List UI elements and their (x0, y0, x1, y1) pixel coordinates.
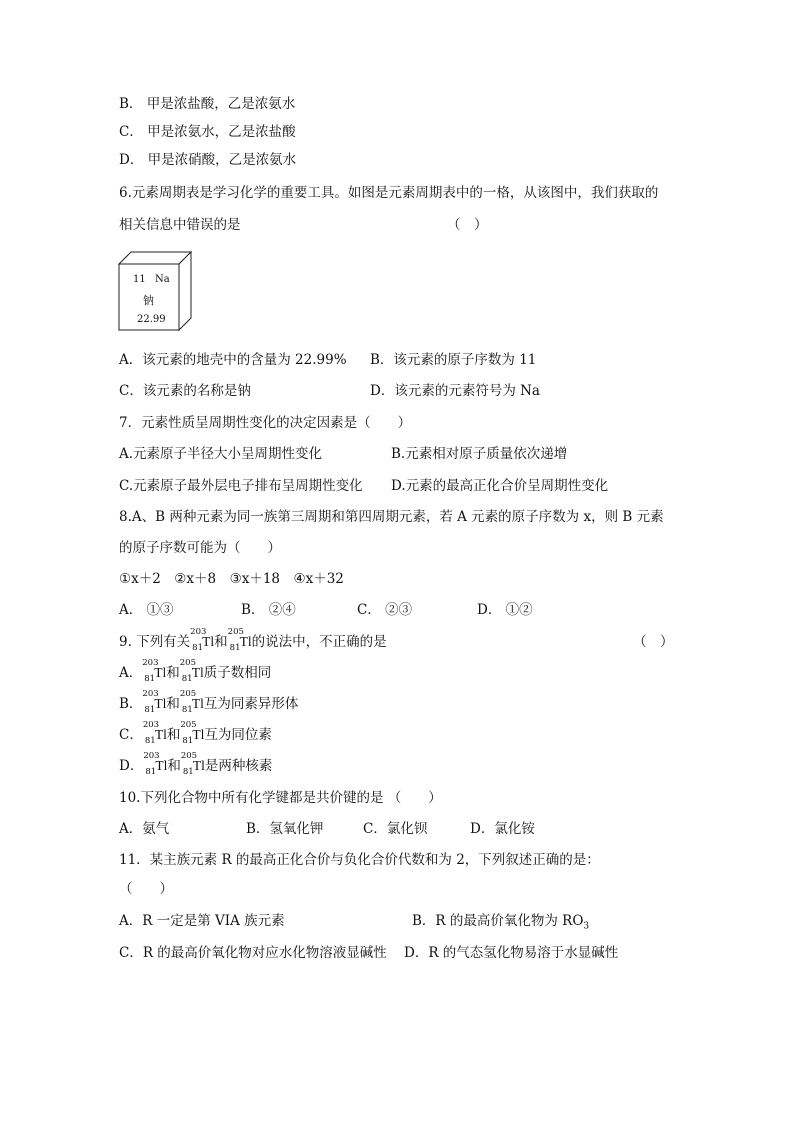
q10-option-d: D．氯化铵 (470, 821, 535, 837)
q10-option-b: B．氢氧化钾 (246, 821, 324, 837)
q10-stem: 10.下列化合物中所有化学键都是共价键的是 （ ） (119, 790, 442, 806)
q10-option-a: A．氨气 (119, 821, 170, 837)
q6-stem-line1: 6.元素周期表是学习化学的重要工具。如图是元素周期表中的一格，从该图中，我们获取的 (119, 185, 659, 201)
q9-and: 和 (214, 634, 228, 650)
q8-option-a: A． ①③ (119, 602, 174, 618)
q9-option-d: D． 203 81 Tl和 205 81 Tl是两种核素 (119, 751, 273, 777)
q11-stem-line1: 11．某主族元素 R 的最高正化合价与负化合价代数和为 2，下列叙述正确的是： (119, 852, 600, 868)
q11-stem-line2: （ ） (119, 881, 173, 897)
q8-option-b: B． ②④ (241, 602, 296, 618)
q11-option-b: B．R 的最高价氧化物为 $RO_3$ (412, 913, 590, 932)
q11-option-a: A．R 一定是第 VIA 族元素 (119, 913, 285, 929)
q9-option-b: B． 203 81 Tl和 205 81 Tl互为同素异形体 (119, 689, 299, 715)
q8-stem-line2: 的原子序数可能为（ ） (119, 540, 281, 556)
q8-option-d: D． ①② (477, 602, 533, 618)
q8-choices: ①x＋2 ②x＋8 ③x＋18 ④x＋32 (119, 571, 344, 587)
q6-answer-paren: （ ） (447, 217, 488, 233)
q11-option-c: C．R 的最高价氧化物对应水化物溶液显碱性 (119, 945, 387, 961)
q5-option-c: C． 甲是浓氨水，乙是浓盐酸 (119, 124, 296, 140)
tl-symbol: Tl (202, 634, 215, 649)
q6-option-a: A．该元素的地壳中的含量为 22.99% (119, 352, 347, 368)
q6-option-c: C．该元素的名称是钠 (119, 383, 251, 399)
atomic-number: 11 (133, 274, 146, 285)
element-symbol: Na (155, 274, 170, 285)
q5-option-b: B． 甲是浓盐酸，乙是浓氨水 (119, 96, 296, 112)
q7-option-d: D.元素的最高正化合价呈周期性变化 (391, 478, 609, 494)
atomic-mass: 22.99 (137, 314, 166, 325)
q6-option-d: D．该元素的元素符号为 Na (370, 383, 540, 399)
q7-stem: 7．元素性质呈周期性变化的决定因素是（ ） (119, 415, 412, 431)
periodic-table-cell (117, 250, 197, 340)
q10-option-c: C．氯化钡 (363, 821, 428, 837)
element-name: 钠 (143, 294, 154, 307)
q9-stem (119, 627, 387, 653)
q11-option-d: D．R 的气态氢化物易溶于水显碱性 (404, 945, 619, 961)
q9-answer-paren: （ ） (633, 634, 674, 650)
q9-option-a: A． 203 81 Tl和 205 81 Tl质子数相同 (119, 658, 272, 684)
q6-stem-line2: 相关信息中错误的是 (119, 217, 241, 233)
q7-option-c: C.元素原子最外层电子排布呈周期性变化 (119, 478, 363, 494)
q6-option-b: B．该元素的原子序数为 11 (370, 352, 537, 368)
q5-option-d: D． 甲是浓硝酸，乙是浓氨水 (119, 152, 297, 168)
q9-option-c: C． 203 81 Tl和 205 81 Tl互为同位素 (119, 720, 272, 746)
q7-option-a: A.元素原子半径大小呈周期性变化 (119, 446, 323, 462)
isotope-tl203: 203 81 (190, 627, 207, 653)
q8-stem-line1: 8.A、B 两种元素为同一族第三周期和第四周期元素，若 A 元素的原子序数为 x，则 B 元素 (119, 509, 664, 525)
q7-option-b: B.元素相对原子质量依次递增 (391, 446, 568, 462)
q9-prefix: 9. 下列有关 (119, 634, 191, 650)
isotope-tl205: 205 81 (227, 627, 244, 653)
q9-suffix: 的说法中，不正确的是 (251, 634, 387, 650)
q8-option-c: C． ②③ (357, 602, 413, 618)
tl-symbol: Tl (239, 634, 252, 649)
